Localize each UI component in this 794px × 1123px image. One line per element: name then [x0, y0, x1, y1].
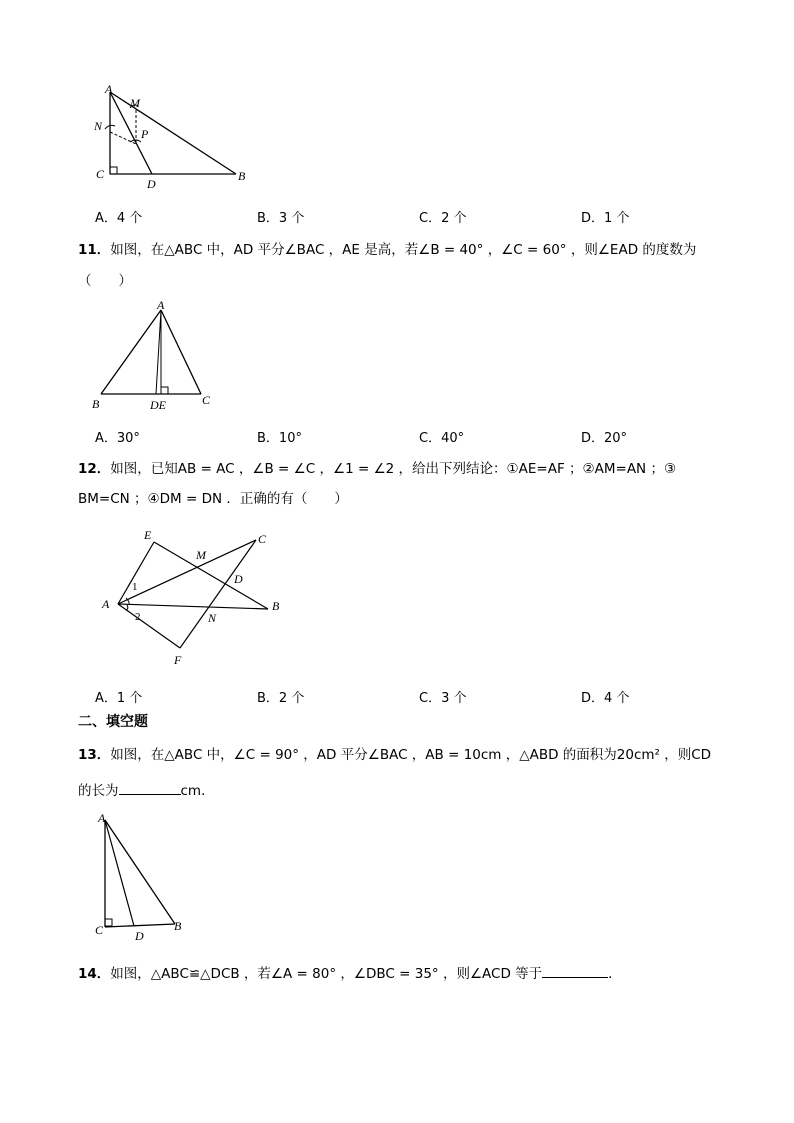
q10-label-D: D: [147, 177, 156, 191]
q10-label-C: C: [96, 167, 105, 181]
q10-label-N: N: [94, 119, 103, 133]
q12-label-A: A: [102, 597, 110, 611]
q11-option-d: D．20°: [581, 431, 628, 446]
q13-stem-line2-before: 的长为: [78, 783, 119, 799]
q12-label-1: 1: [132, 581, 138, 593]
q14-answer-blank[interactable]: [542, 965, 608, 978]
q12-stem-line1: 如图，已知AB = AC ，∠B = ∠C ，∠1 = ∠2 ，给出下列结论：①AE=AF ；②AM=AN ；③: [110, 461, 677, 477]
q14-number: 14．: [78, 966, 111, 982]
section-2-title: 二、填空题: [78, 714, 148, 730]
q11-option-a: A．30°: [95, 431, 140, 446]
q12-stem-line2: BM=CN ；④DM = DN ．正确的有（ ）: [78, 491, 348, 507]
q11-label-C: C: [202, 393, 211, 407]
q13-stem-line2-after: cm．: [180, 783, 215, 799]
q12-figure: [96, 526, 296, 668]
q11-figure: [88, 296, 218, 414]
q11-option-c: C．40°: [419, 431, 465, 446]
q12-label-D: D: [234, 572, 243, 586]
q12-option-b: B．2 个: [257, 691, 305, 706]
q11-label-DE: DE: [150, 398, 166, 412]
q11-number: 11．: [78, 242, 111, 258]
q12-label-N: N: [208, 611, 217, 625]
q12-label-B: B: [272, 599, 280, 613]
q12-option-c: C．3 个: [419, 691, 467, 706]
q12-stem: [78, 457, 676, 477]
q12-label-E: E: [144, 528, 152, 542]
q13-number: 13．: [78, 747, 111, 763]
q11-label-B: B: [92, 397, 100, 411]
q11-option-b: B．10°: [257, 431, 302, 446]
q13-stem-line1: 如图，在△ABC 中，∠C = 90° ，AD 平分∠BAC ，AB = 10cm ，△ABD 的面积为20cm² ，则CD: [110, 747, 712, 763]
q12-label-F: F: [174, 653, 182, 667]
q14-stem-before: 如图，△ABC≌△DCB ，若∠A = 80° ，∠DBC = 35° ，则∠ACD 等于: [110, 966, 543, 982]
q13-label-A: A: [98, 811, 106, 825]
q14-stem-after: ．: [608, 966, 622, 982]
q10-figure: [88, 80, 258, 192]
q11-label-A: A: [157, 298, 165, 312]
q10-option-b: B．3 个: [257, 211, 305, 226]
q10-label-P: P: [141, 127, 149, 141]
q11-stem-line1: 如图，在△ABC 中，AD 平分∠BAC ，AE 是高，若∠B = 40° ，∠C = 60° ，则∠EAD 的度数为: [110, 242, 697, 258]
q12-label-C: C: [258, 532, 267, 546]
q10-label-M: M: [130, 96, 140, 110]
q13-stem-line2: [78, 779, 215, 799]
q13-figure: [90, 810, 190, 942]
q13-label-B: B: [174, 919, 182, 933]
q12-option-d: D．4 个: [581, 691, 630, 706]
q12-option-a: A．1 个: [95, 691, 143, 706]
q10-label-B: B: [238, 169, 246, 183]
q12-number: 12．: [78, 461, 111, 477]
q13-label-C: C: [95, 923, 104, 937]
q10-option-d: D．1 个: [581, 211, 630, 226]
q11-stem: [78, 238, 696, 258]
q13-label-D: D: [135, 929, 144, 942]
q11-stem-line2: （ ）: [78, 273, 132, 289]
q13-stem: [78, 743, 711, 763]
q12-label-M: M: [196, 548, 206, 562]
q10-option-a: A．4 个: [95, 211, 143, 226]
q10-label-A: A: [105, 82, 113, 96]
q10-option-c: C．2 个: [419, 211, 467, 226]
q12-label-2: 2: [135, 611, 141, 623]
q14-stem: [78, 962, 622, 982]
q13-answer-blank[interactable]: [119, 782, 181, 795]
